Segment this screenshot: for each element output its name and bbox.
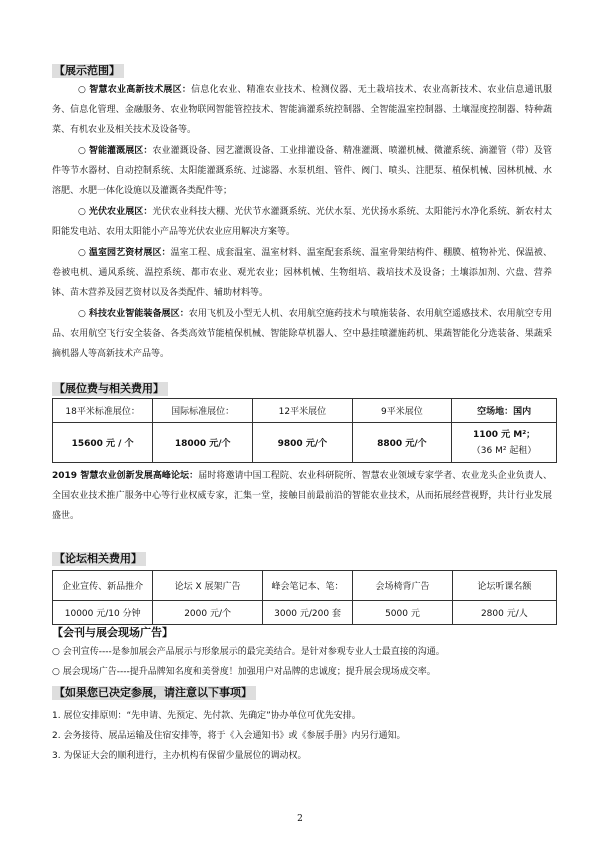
- table-header-cell: 会场椅背广告: [353, 571, 452, 601]
- table-cell: 9800 元/个: [253, 423, 353, 463]
- booth-fees-title: 【展位费与相关费用】: [52, 382, 168, 396]
- bullet: ○: [78, 248, 86, 258]
- notice-title: 【如果您已决定参展，请注意以下事项】: [52, 686, 256, 700]
- exhibit-area-5: [52, 304, 552, 364]
- notice-item: 1. 展位安排原则：“先申请、先预定、先付款、先确定”协办单位可优先安排。: [52, 711, 361, 721]
- forum-name: 2019 智慧农业创新发展高峰论坛：: [52, 471, 199, 481]
- forum-fees-table: [52, 570, 557, 625]
- area-name: 光伏农业展区：: [88, 207, 153, 217]
- table-header-cell: 国际标准展位：: [153, 399, 253, 423]
- table-header-cell: 9平米展位: [352, 399, 452, 423]
- notice-item: 3. 为保证大会的顺利进行，主办机构有保留少量展位的调动权。: [52, 751, 307, 761]
- forum-fees-title: 【论坛相关费用】: [52, 552, 146, 566]
- space-price: 1100 元 M²；: [472, 429, 536, 440]
- area-text: 信息化农业、精准农业技术、检测仪器、无土栽培技术、农业高新技术、农业信息通讯服务、信息化管理、金融服务、农业物联网智能管控技术、智能滴灌系统控制器、全智能温室控制器、土壤湿度控制器、特种蔬菜、有机农业及相关技术及设备等。: [52, 85, 552, 135]
- table-cell: 2800 元/人: [452, 601, 556, 625]
- table-cell: 3000 元/200 套: [262, 601, 352, 625]
- exhibit-area-4: [52, 243, 552, 303]
- area-text: 光伏农业科技大棚、光伏节水灌溉系统、光伏水泵、光伏扬水系统、太阳能污水净化系统、新农村太阳能发电站、农用太阳能小产品等光伏农业应用解决方案等。: [52, 207, 552, 237]
- area-name: 智能灌溉展区：: [88, 146, 153, 156]
- table-cell: 15600 元 / 个: [53, 423, 153, 463]
- area-text: 温室工程、成套温室、温室材料、温室配套系统、温室骨架结构件、棚膜、植物补光、保温被、卷被电机、通风系统、温控系统、都市农业、观光农业；园林机械、生物组培、栽培技术及设备；土壤添加剂、穴盘、营养钵、苗木营养及园艺资材以及各类配件、辅助材料等。: [52, 248, 552, 298]
- table-header-cell: 峰会笔记本、笔：: [262, 571, 352, 601]
- table-cell: 5000 元: [353, 601, 452, 625]
- ads-title: 【会刊与展会现场广告】: [52, 626, 173, 639]
- area-name: 科技农业智能装备展区：: [88, 309, 189, 319]
- table-row: [53, 423, 557, 463]
- notice-item: 2. 会务接待、展品运输及住宿安排等，将于《入会通知书》或《参展手册》内另行通知。: [52, 731, 406, 741]
- area-name: 智慧农业高新技术展区：: [89, 85, 192, 95]
- forum-text: 届时将邀请中国工程院、农业科研院所、智慧农业领域专家学者、农业龙头企业负责人、全国农业技术推广服务中心等行业权威专家，汇集一堂，接触目前最前沿的智能农业技术，从而拓展经营视野，共计行业发展盛世。: [52, 471, 552, 521]
- bullet: ○: [78, 146, 86, 156]
- table-cell: [452, 423, 557, 463]
- bullet: ○: [78, 85, 87, 95]
- ads-item: ○ 展会现场广告----提升品牌知名度和美誉度！加强用户对品牌的忠诚度；提升展会现场成交率。: [52, 667, 436, 677]
- exhibit-area-3: [52, 202, 552, 242]
- bullet: ○: [78, 309, 86, 319]
- table-row: [53, 399, 557, 423]
- table-header-cell: 论坛听课名额: [452, 571, 556, 601]
- ads-item: ○ 会刊宣传----是参加展会产品展示与形象展示的最完美结合。是针对参观专业人士最直接的沟通。: [52, 647, 445, 657]
- table-header-cell: 12平米展位: [253, 399, 353, 423]
- table-header-cell: 空场地：国内: [452, 399, 557, 423]
- table-header-cell: 企业宣传、新品推介: [53, 571, 153, 601]
- table-cell: 10000 元/10 分钟: [53, 601, 153, 625]
- space-note: （36 M² 起租）: [471, 445, 537, 456]
- bullet: ○: [78, 207, 86, 217]
- exhibit-area-2: [52, 141, 552, 201]
- page-number: 2: [297, 814, 303, 824]
- forum-intro: [52, 466, 552, 526]
- area-text: 农用飞机及小型无人机、农用航空施药技术与喷施装备、农用航空遥感技术、农用航空专用品、农用航空飞行安全装备、各类高效节能植保机械、智能除草机器人、空中悬挂喷灌施药机、果蔬智能化分选装备、果蔬采摘机器人等高新技术产品等。: [52, 309, 552, 359]
- area-name: 温室园艺资材展区：: [88, 248, 171, 258]
- exhibit-scope-title: 【展示范围】: [52, 64, 124, 78]
- exhibit-area-1: [52, 80, 552, 140]
- booth-fees-table: [52, 398, 557, 463]
- table-row: [53, 601, 557, 625]
- table-header-cell: 18平米标准展位：: [53, 399, 153, 423]
- area-text: 农业灌溉设备、园艺灌溉设备、工业排灌设备、精准灌溉、喷灌机械、微灌系统、滴灌管（带）及管件等节水器材、自动控制系统、太阳能灌溉系统、过滤器、水泵机组、管件、阀门、喷头、注肥泵、植保机械、园林机械、水溶肥、水肥一体化设施以及灌溉各类配件等；: [52, 146, 552, 196]
- table-header-cell: 论坛 X 展架广告: [153, 571, 263, 601]
- table-cell: 18000 元/个: [153, 423, 253, 463]
- table-cell: 8800 元/个: [352, 423, 452, 463]
- table-cell: 2000 元/个: [153, 601, 263, 625]
- table-row: [53, 571, 557, 601]
